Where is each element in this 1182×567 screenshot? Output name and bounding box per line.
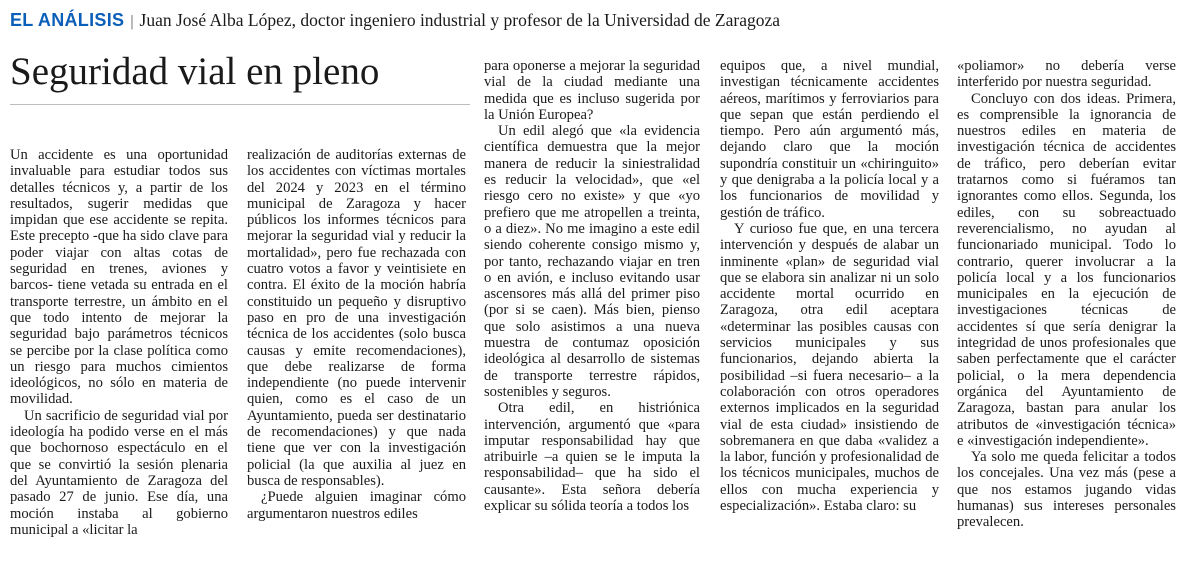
paragraph: Un accidente es una oportunidad invaluable para estudiar todos sus detalles técnicos y, a partir de los resultados, sugerir medidas que impidan que ese accidente se repita. Este precepto -que ha sido clave para poder viajar con altas cotas de seguridad en trenes, aviones y barcos- tiene vetada su entrada en el transporte terrestre, un ámbito en el que todo intento de mejorar la seguridad bajo parámetros técnicos se percibe por la clase política como un riesgo para muchos cimientos ideológicos, no sólo en materia de movilidad. xyxy=(10,147,228,408)
header-separator: | xyxy=(130,13,134,30)
paragraph: equipos que, a nivel mundial, investigan técnicamente accidentes aéreos, marítimos y ferroviarios para que sepan que están perdiendo el tiempo. Pero aún argumentó más, dejando claro que la moción supondría constituir un «chiringuito» y que denigraba a la policía local y a los funcionarios de movilidad y gestión de tráfico. xyxy=(720,58,939,221)
paragraph: Y curioso fue que, en una tercera intervención y después de alabar un inminente «plan» de seguridad vial que se elabora sin analizar ni un solo accidente mortal ocurrido en Zaragoza, otra edil aceptara «determinar las posibles causas con servicios municipales y sus funcionarios, dejando abierta la posibilidad –si fuera necesario– a la colaboración con otros operadores externos implicados en la seguridad vial de esta ciudad» insistiendo de sobremanera en que daba «validez a la labor, función y profesionalidad de los técnicos municipales, muchos de ellos con mucha experiencia y especialización». Estaba claro: su xyxy=(720,220,939,515)
paragraph: para oponerse a mejorar la seguridad vial de la ciudad mediante una medida que es incluso sugerida por la Unión Europea? xyxy=(484,58,700,123)
section-label: EL ANÁLISIS xyxy=(10,10,125,30)
article-column-2 xyxy=(247,147,466,561)
paragraph: «poliamor» no debería verse interferido por nuestra seguridad. xyxy=(957,58,1176,91)
article-column-4 xyxy=(720,58,939,561)
article-column-3 xyxy=(484,58,700,561)
article-header xyxy=(10,10,1172,34)
article-column-1 xyxy=(10,147,228,561)
paragraph: Concluyo con dos ideas. Primera, es comprensible la ignorancia de nuestros ediles en materia de investigación técnica de accidentes de tráfico, pero deberían evitar tratarnos como si fuéramos tan ignorantes como ellos. Segunda, los ediles, con su sobreactuado reverencialismo, no ayudan al funcionariado municipal. Todo lo contrario, querer involucrar a la policía local y a los funcionarios municipales en la ejecución de investigaciones técnicas de accidentes sí que sería denigrar la integridad de unos profesionales que saben perfectamente que el carácter policial, o la mera dependencia orgánica del Ayuntamiento de Zaragoza, bastan para anular los atributos de «investigación técnica» e «investigación independiente». xyxy=(957,90,1176,449)
paragraph: realización de auditorías externas de los accidentes con víctimas mortales del 2024 y 2023 en el término municipal de Zaragoza y hacer públicos los informes técnicos para mejorar la seguridad vial y reducir la mortalidad», pero fue rechazada con cuatro votos a favor y veintisiete en contra. El éxito de la moción habría constituido un pequeño y disruptivo paso en pro de una investigación técnica de los accidentes (solo busca causas y emite recomendaciones), que debe realizarse de forma independiente (no puede intervenir quien, como es el caso de un Ayuntamiento, pueda ser destinatario de recomendaciones) y que nada tiene que ver con la investigación policial (la que auxilia al juez en busca de responsables). xyxy=(247,147,466,489)
paragraph: Ya solo me queda felicitar a todos los concejales. Una vez más (pese a que nos estamos jugando vidas humanas) sus intereses personales prevalecen. xyxy=(957,449,1176,531)
title-divider xyxy=(10,104,470,105)
paragraph: Un edil alegó que «la evidencia científica demuestra que la mejor manera de reducir la siniestralidad es reducir la velocidad», que «el riesgo cero no existe» y que «yo prefiero que me atropellen a treinta, o a diez». No me imagino a este edil siendo coherente consigo mismo y, por tanto, rechazando viajar en tren o en avión, e incluso evitando usar ascensores más allá del primer piso (por si se caen). Más bien, pienso que solo asistimos a una nueva muestra de contumaz oposición ideológica al desarrollo de sistemas de transporte terrestre rápidos, sostenibles y seguros. xyxy=(484,123,700,400)
article-title: Seguridad vial en pleno xyxy=(10,50,380,93)
article-column-5 xyxy=(957,58,1176,561)
author-byline: Juan José Alba López, doctor ingeniero industrial y profesor de la Universidad de Zaragoza xyxy=(139,10,781,30)
paragraph: Un sacrificio de seguridad vial por ideología ha podido verse en el más que bochornoso espectáculo en el que se convirtió la sesión plenaria del Ayuntamiento de Zaragoza del pasado 27 de junio. Ese día, una moción instaba al gobierno municipal a «licitar la xyxy=(10,407,228,538)
paragraph: ¿Puede alguien imaginar cómo argumentaron nuestros ediles xyxy=(247,489,466,522)
paragraph: Otra edil, en histriónica intervención, argumentó que «para imputar responsabilidad hay que atribuirle –a quien se le imputa la responsabilidad– que ha sido el causante». Esta señora debería explicar su sólida teoría a todos los xyxy=(484,400,700,515)
